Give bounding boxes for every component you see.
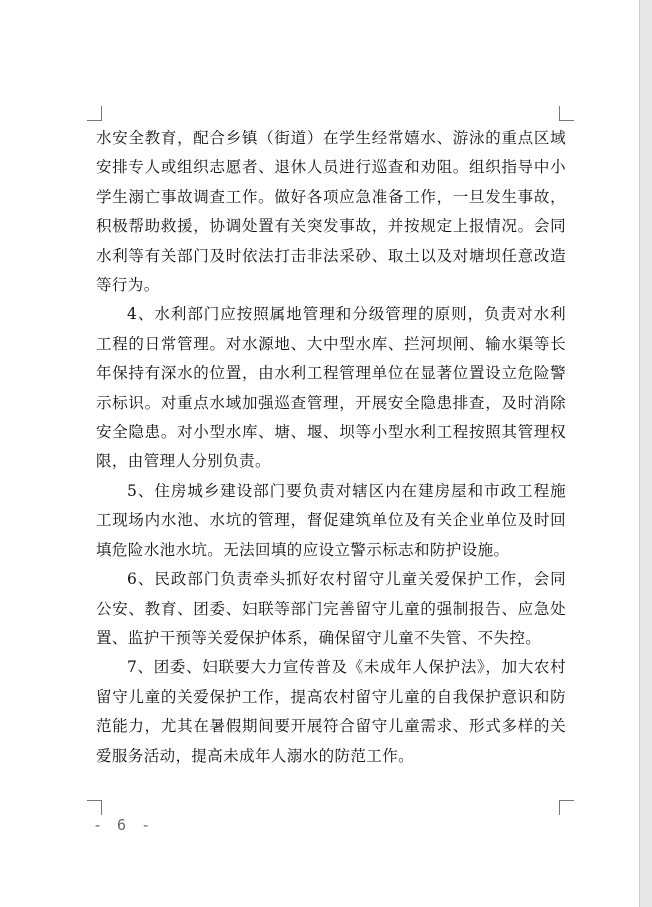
crop-mark-top-right xyxy=(559,106,574,121)
crop-mark-bottom-left xyxy=(87,800,102,815)
page-number: - 6 - xyxy=(93,816,154,834)
crop-mark-top-left xyxy=(87,106,102,121)
paragraph-item-6: 6、民政部门负责牵头抓好农村留守儿童关爱保护工作，会同公安、教育、团委、妇联等部门完善留守儿童的强制报告、应急处置、监护干预等关爱保护体系，确保留守儿童不失管、不失控。 xyxy=(96,570,566,647)
paragraph-item-4: 4、水利部门应按照属地管理和分级管理的原则，负责对水利工程的日常管理。对水源地、大中型水库、拦河坝闸、输水渠等长年保持有深水的位置，由水利工程管理单位在显著位置设立危险警示标识。对重点水域加强巡查管理，开展安全隐患排查，及时消除安全隐患。对小型水库、塘、堰、坝等小型水利工程按照其管理权限，由管理人分别负责。 xyxy=(96,305,566,471)
crop-mark-bottom-right xyxy=(559,800,574,815)
vertical-scrollbar[interactable] xyxy=(639,0,652,907)
paragraph-continued: 水安全教育，配合乡镇（街道）在学生经常嬉水、游泳的重点区域安排专人或组织志愿者、退休人员进行巡查和劝阻。组织指导中小学生溺亡事故调查工作。做好各项应急准备工作，一旦发生事故，积极帮助救援，协调处置有关突发事故，并按规定上报情况。会同水利等有关部门及时依法打击非法采砂、取土以及对塘坝任意改造等行为。 xyxy=(96,129,566,295)
paragraph-item-5: 5、住房城乡建设部门要负责对辖区内在建房屋和市政工程施工现场内水池、水坑的管理，督促建筑单位及有关企业单位及时回填危险水池水坑。无法回填的应设立警示标志和防护设施。 xyxy=(96,481,566,559)
paragraph-item-7: 7、团委、妇联要大力宣传普及《未成年人保护法》，加大农村留守儿童的关爱保护工作，提高农村留守儿童的自我保护意识和防范能力，尤其在暑假期间要开展符合留守儿童需求、形式多样的关爱服务活动，提高未成年人溺水的防范工作。 xyxy=(96,658,566,765)
body-text xyxy=(96,124,566,771)
